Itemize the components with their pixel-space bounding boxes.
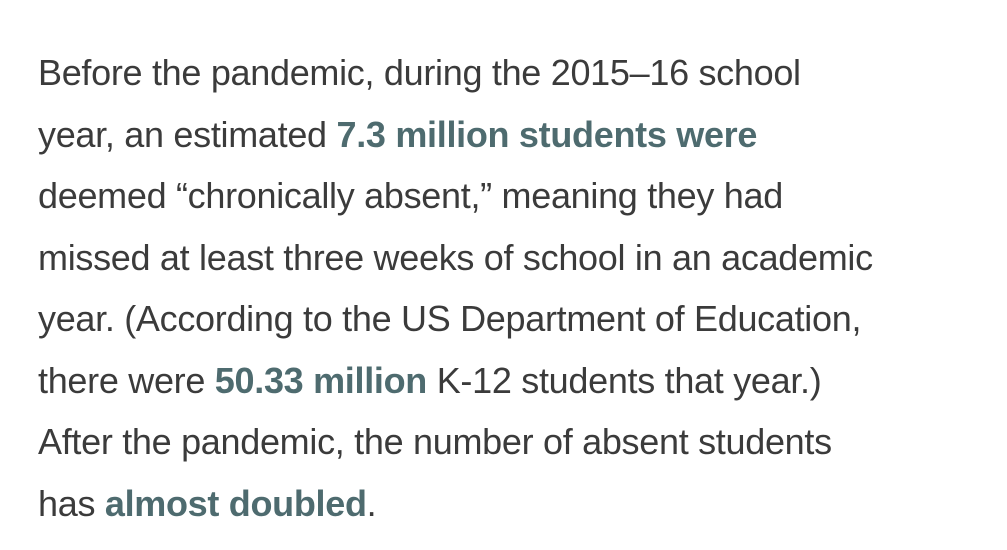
paragraph-line — [38, 411, 988, 473]
paragraph-line — [38, 288, 988, 350]
body-text: there were — [38, 359, 215, 401]
paragraph-line — [38, 165, 988, 227]
emphasis-text: almost doubled — [104, 482, 367, 524]
paragraph-line — [38, 42, 988, 104]
body-text: year, an estimated — [38, 113, 337, 155]
body-text: . — [366, 482, 377, 524]
body-text: year. (According to the US Department of Education, — [38, 298, 862, 339]
body-text: Before the pandemic, during the 2015–16 school — [38, 52, 801, 93]
body-text: missed at least three weeks of school in an academic — [38, 236, 873, 278]
article-paragraph — [38, 42, 988, 534]
paragraph-line — [38, 473, 988, 535]
body-text: After the pandemic, the number of absent students — [38, 421, 832, 462]
emphasis-text: 50.33 million — [214, 359, 427, 401]
paragraph-line — [38, 350, 988, 412]
body-text: has — [38, 482, 105, 524]
body-text: deemed “chronically absent,” meaning they had — [38, 175, 783, 216]
body-text: K-12 students that year.) — [427, 359, 822, 401]
paragraph-line — [38, 227, 988, 289]
paragraph-line — [38, 104, 988, 166]
emphasis-text: 7.3 million students were — [336, 113, 758, 155]
